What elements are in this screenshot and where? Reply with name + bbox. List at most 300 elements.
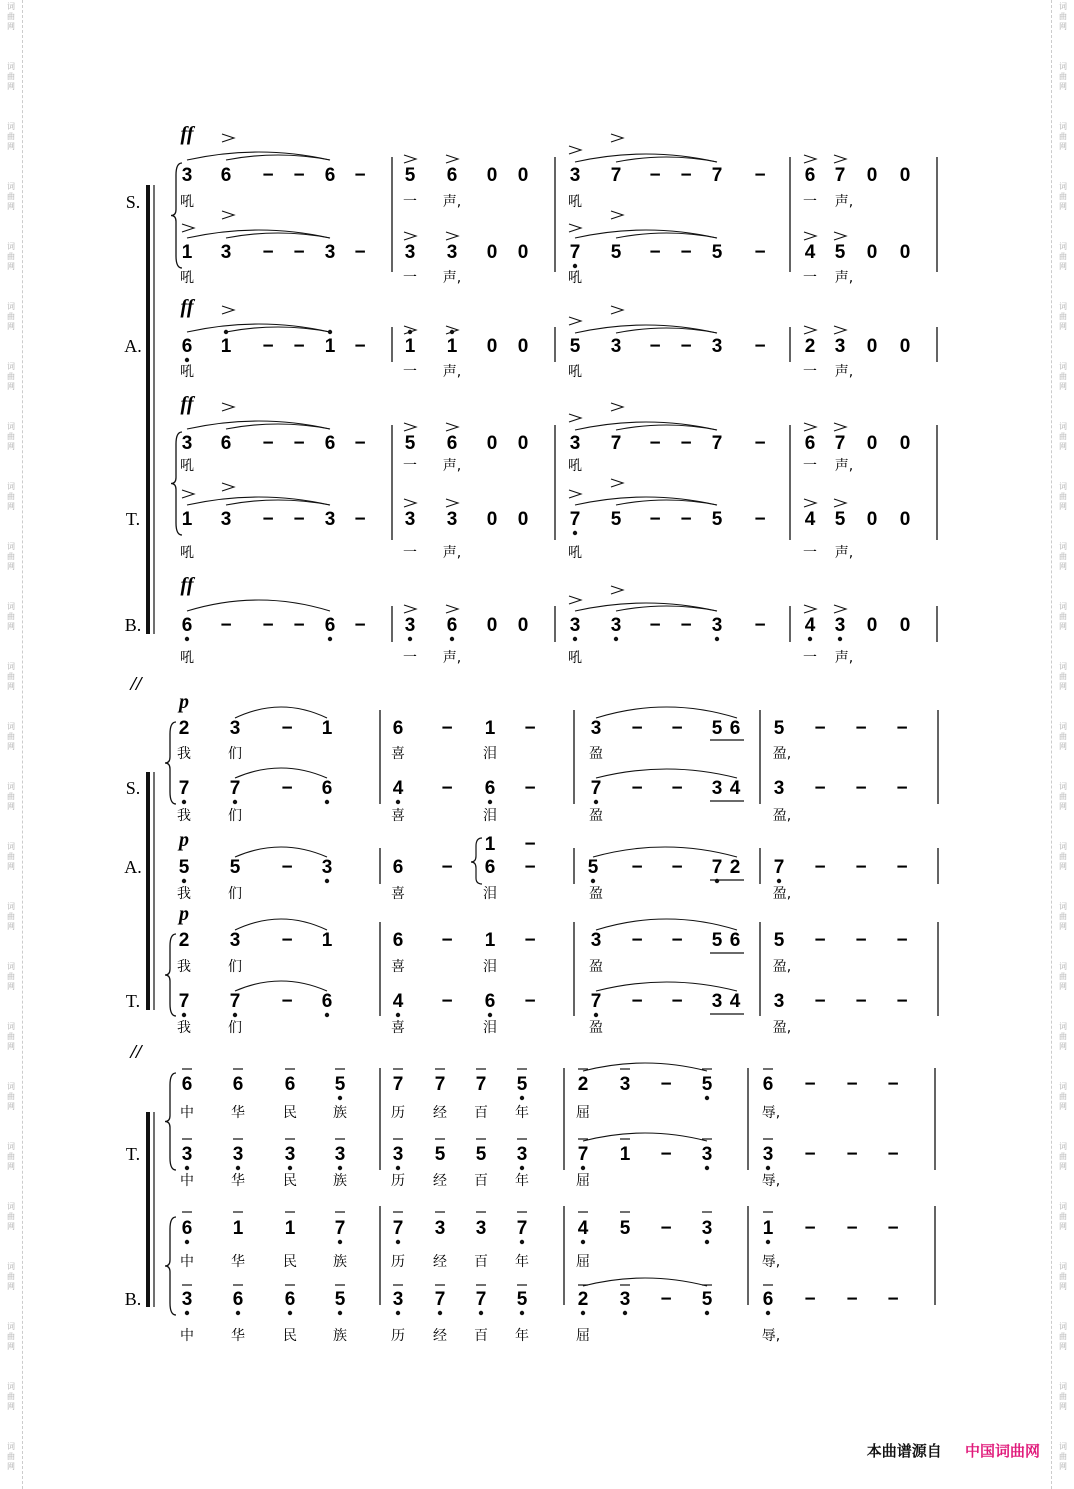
note: 3 [610,336,622,357]
note: 3 [284,1144,296,1165]
slur [616,606,717,611]
extension-dash: − [631,857,643,878]
extension-dash: − [281,930,293,951]
footer [867,1440,1040,1461]
lyric: 喜 [391,959,405,975]
note: 5 [773,930,785,951]
extension-dash: − [680,433,692,454]
octave-dot [573,637,577,641]
extension-dash: − [354,242,366,263]
slur [235,847,327,857]
brace [165,934,176,1016]
note: 5 [334,1074,346,1095]
lyric: 民 [283,1254,297,1270]
extension-dash: − [754,165,766,186]
extension-dash: − [441,718,453,739]
lyric: 族 [333,1105,347,1121]
lyric: 百 [474,1328,488,1344]
extension-dash: − [660,1289,672,1310]
note: 5 [587,857,599,878]
lyric: 吼 [568,364,582,380]
system-bracket [146,1112,150,1307]
lyric: 民 [283,1105,297,1121]
lyric: 中 [180,1254,194,1270]
note: 3 [711,336,723,357]
note: 0 [899,336,911,357]
watermark-text: 词 曲 网 [7,662,15,691]
note: 5 [516,1289,528,1310]
extension-dash: − [814,930,826,951]
extension-dash: − [896,930,908,951]
extension-dash: − [262,433,274,454]
extension-dash: − [262,615,274,636]
accent-mark [404,423,416,431]
extension-dash: − [441,778,453,799]
extension-dash: − [846,1289,858,1310]
note: 4 [729,778,741,799]
note: 3 [711,991,723,1012]
lyric: 声, [834,458,854,474]
note: 6 [729,718,741,739]
slur [596,769,737,778]
note: 3 [610,615,622,636]
note: 0 [486,242,498,263]
note: 3 [334,1144,346,1165]
extension-dash: − [680,165,692,186]
note: 5 [516,1074,528,1095]
octave-dot [715,637,719,641]
note: 0 [866,509,878,530]
lyric: 经 [433,1254,447,1270]
extension-dash: − [754,615,766,636]
lyric: 华 [231,1105,245,1121]
note: 7 [590,778,602,799]
lyric: 中 [180,1328,194,1344]
lyric: 盈 [589,808,603,824]
note: 1 [284,1218,296,1239]
lyric: 我 [177,959,191,975]
extension-dash: − [354,509,366,530]
lyric: 一 [403,364,417,380]
lyric: 历 [391,1105,405,1121]
watermark-text: 词 曲 网 [7,482,15,511]
accent-mark [804,605,816,613]
watermark-text: 词 曲 网 [1059,662,1067,691]
note: 3 [404,242,416,263]
extension-dash: − [887,1218,899,1239]
extension-dash: − [804,1289,816,1310]
octave-dot [396,800,400,804]
system-break-mark: // [130,673,142,695]
accent-mark [404,605,416,613]
note: 3 [569,165,581,186]
slur [616,233,717,238]
lyric: 喜 [391,886,405,902]
extension-dash: − [262,242,274,263]
lyric: 们 [228,808,242,824]
note: 0 [899,242,911,263]
note: 7 [434,1074,446,1095]
lyric: 盈 [589,886,603,902]
lyric: 声, [442,194,462,210]
octave-dot [623,1311,627,1315]
note: 3 [711,615,723,636]
note: 7 [590,991,602,1012]
accent-mark [222,403,234,411]
note: 2 [729,857,741,878]
accent-mark [446,423,458,431]
lyric: 一 [403,270,417,286]
note: 3 [229,930,241,951]
dynamic-ff: ff [180,296,194,318]
octave-dot [325,879,329,883]
extension-dash: − [649,336,661,357]
slur [226,500,330,505]
octave-dot [338,1166,342,1170]
note: 7 [392,1218,404,1239]
accent-mark [804,423,816,431]
octave-dot [488,1013,492,1017]
slur [235,768,327,778]
lyric: 历 [391,1173,405,1189]
note: 5 [610,509,622,530]
note: 0 [866,242,878,263]
octave-dot [233,1013,237,1017]
note: 3 [392,1289,404,1310]
note: 6 [220,165,232,186]
dynamic-p: p [179,903,189,925]
extension-dash: − [671,718,683,739]
note: 0 [517,165,529,186]
extension-dash: − [524,778,536,799]
note: 0 [517,615,529,636]
octave-dot [233,800,237,804]
note: 6 [484,857,496,878]
lyric: 盈, [772,746,792,762]
lyric: 年 [515,1105,529,1121]
note: 1 [232,1218,244,1239]
slur [596,982,737,991]
octave-dot [325,800,329,804]
lyric: 辱, [761,1105,781,1121]
extension-dash: − [649,165,661,186]
voice-label: T. [125,509,141,529]
note: 5 [178,857,190,878]
note: 4 [392,778,404,799]
watermark-text: 词 曲 网 [1059,1382,1067,1411]
octave-dot [581,1311,585,1315]
lyric: 一 [803,194,817,210]
lyric: 喜 [391,746,405,762]
watermark-text: 词 曲 网 [1059,782,1067,811]
voice-label: B. [124,1289,142,1309]
watermark-text: 词 曲 网 [7,1262,15,1291]
note: 0 [517,509,529,530]
brace [165,1217,176,1315]
extension-dash: − [524,930,536,951]
octave-dot [581,1166,585,1170]
note: 7 [834,165,846,186]
system-break-mark: // [130,1041,142,1063]
octave-dot [766,1240,770,1244]
watermark-text: 词 曲 网 [7,242,15,271]
slur [235,707,327,718]
accent-mark [569,317,581,325]
accent-mark [222,211,234,219]
note: 7 [229,778,241,799]
octave-dot [594,1013,598,1017]
note: 7 [711,857,723,878]
extension-dash: − [855,991,867,1012]
brace [171,163,182,268]
note: 0 [517,242,529,263]
note: 3 [590,930,602,951]
note: 0 [866,615,878,636]
extension-dash: − [649,242,661,263]
slur [596,707,737,718]
slur [235,981,327,991]
note: 6 [321,778,333,799]
extension-dash: − [293,433,305,454]
note: 7 [178,991,190,1012]
lyric: 一 [403,458,417,474]
lyric: 我 [177,808,191,824]
watermark-text: 词 曲 网 [1059,242,1067,271]
extension-dash: − [293,509,305,530]
accent-mark [834,232,846,240]
note: 7 [392,1074,404,1095]
note: 2 [178,930,190,951]
lyric: 声, [834,364,854,380]
slur [235,919,327,930]
octave-dot [808,637,812,641]
watermark-text: 词 曲 网 [1059,362,1067,391]
voice-label: B. [124,615,142,635]
extension-dash: − [680,509,692,530]
note: 4 [577,1218,589,1239]
accent-mark [446,605,458,613]
note: 2 [178,718,190,739]
extension-dash: − [631,778,643,799]
extension-dash: − [660,1144,672,1165]
watermark-text: 词 曲 网 [7,1022,15,1051]
extension-dash: − [281,778,293,799]
extension-dash: − [887,1074,899,1095]
watermark-text: 词 曲 网 [1059,1142,1067,1171]
note: 5 [404,165,416,186]
octave-dot [766,1166,770,1170]
note: 5 [701,1289,713,1310]
note: 4 [392,991,404,1012]
lyric: 辱, [761,1173,781,1189]
lyric: 声, [834,194,854,210]
extension-dash: − [281,857,293,878]
slur [593,847,737,857]
note: 0 [866,165,878,186]
accent-mark [611,479,623,487]
watermark-text: 词 曲 网 [1059,1442,1067,1471]
note: 7 [610,165,622,186]
extension-dash: − [660,1218,672,1239]
voice-label: S. [125,778,141,798]
lyric: 盈, [772,886,792,902]
extension-dash: − [680,242,692,263]
note: 5 [711,509,723,530]
footer-brand-link[interactable]: 中国词曲网 [964,1442,1040,1460]
accent-mark [804,326,816,334]
lyric: 年 [515,1173,529,1189]
extension-dash: − [649,509,661,530]
slur [226,424,330,429]
slur [226,327,330,332]
extension-dash: − [804,1074,816,1095]
lyric: 一 [803,458,817,474]
octave-dot [450,637,454,641]
lyric: 盈, [772,1020,792,1036]
octave-dot [185,1311,189,1315]
note: 1 [619,1144,631,1165]
note: 5 [475,1144,487,1165]
note: 5 [569,336,581,357]
note: 6 [232,1074,244,1095]
watermark-text: 词 曲 网 [7,302,15,331]
watermark-text: 词 曲 网 [1059,602,1067,631]
extension-dash: − [354,165,366,186]
note: 4 [804,242,816,263]
note: 3 [701,1144,713,1165]
octave-dot [438,1311,442,1315]
lyric: 华 [231,1254,245,1270]
note: 0 [899,165,911,186]
octave-dot [520,1240,524,1244]
brace [171,432,182,535]
lyric: 吼 [180,270,194,286]
system-bracket [146,772,150,1010]
lyric: 年 [515,1328,529,1344]
octave-dot [328,637,332,641]
dynamic-ff: ff [180,574,194,596]
lyric: 华 [231,1173,245,1189]
accent-mark [611,134,623,142]
watermark-text: 词 曲 网 [7,362,15,391]
dynamic-ff: ff [180,393,194,415]
accent-mark [611,211,623,219]
extension-dash: − [814,857,826,878]
extension-dash: − [814,991,826,1012]
note: 6 [284,1074,296,1095]
note: 6 [392,718,404,739]
note: 3 [404,615,416,636]
note: 7 [475,1074,487,1095]
note: 1 [484,718,496,739]
note: 6 [181,1074,193,1095]
lyric: 喜 [391,808,405,824]
extension-dash: − [804,1218,816,1239]
extension-dash: − [293,615,305,636]
lyric: 辱, [761,1254,781,1270]
extension-dash: − [754,242,766,263]
note: 3 [619,1074,631,1095]
octave-dot [224,330,228,334]
watermark-text: 词 曲 网 [7,1322,15,1351]
lyric: 一 [403,545,417,561]
extension-dash: − [649,433,661,454]
lyric: 一 [803,364,817,380]
lyric: 历 [391,1254,405,1270]
watermark-text: 词 曲 网 [7,962,15,991]
octave-dot [591,879,595,883]
dynamic-ff: ff [180,123,194,145]
watermark-text: 词 曲 网 [1059,902,1067,931]
lyric: 盈 [589,1020,603,1036]
lyric: 盈 [589,959,603,975]
watermark-text: 词 曲 网 [1059,62,1067,91]
lyric: 族 [333,1173,347,1189]
octave-dot [236,1166,240,1170]
accent-mark [569,146,581,154]
extension-dash: − [524,991,536,1012]
extension-dash: − [887,1144,899,1165]
voice-label: A. [124,336,142,356]
accent-mark [611,306,623,314]
lyric: 一 [803,650,817,666]
lyric: 经 [433,1173,447,1189]
lyric: 们 [228,746,242,762]
note: 3 [834,615,846,636]
octave-dot [185,1166,189,1170]
extension-dash: − [680,336,692,357]
octave-dot [288,1166,292,1170]
lyric: 屈 [576,1328,590,1344]
accent-mark [834,423,846,431]
extension-dash: − [354,336,366,357]
lyric: 一 [803,545,817,561]
octave-dot [408,637,412,641]
note: 4 [804,615,816,636]
octave-dot [182,800,186,804]
octave-dot [182,1013,186,1017]
octave-dot [573,264,577,268]
note: 3 [181,165,193,186]
note: 3 [762,1144,774,1165]
note: 1 [484,834,496,855]
accent-mark [834,605,846,613]
octave-dot [777,879,781,883]
note: 3 [569,615,581,636]
note: 3 [773,778,785,799]
extension-dash: − [262,336,274,357]
lyric: 百 [474,1254,488,1270]
note: 3 [619,1289,631,1310]
note: 3 [229,718,241,739]
watermark-text: 词 曲 网 [1059,842,1067,871]
note: 5 [711,718,723,739]
lyric: 声, [442,650,462,666]
slur [226,155,330,160]
lyric: 中 [180,1173,194,1189]
note: 7 [229,991,241,1012]
extension-dash: − [220,615,232,636]
lyric: 声, [442,545,462,561]
note: 3 [404,509,416,530]
slur [583,1278,707,1286]
note: 1 [484,930,496,951]
extension-dash: − [631,930,643,951]
note: 6 [232,1289,244,1310]
octave-dot [705,1311,709,1315]
extension-dash: − [754,509,766,530]
note: 5 [619,1218,631,1239]
